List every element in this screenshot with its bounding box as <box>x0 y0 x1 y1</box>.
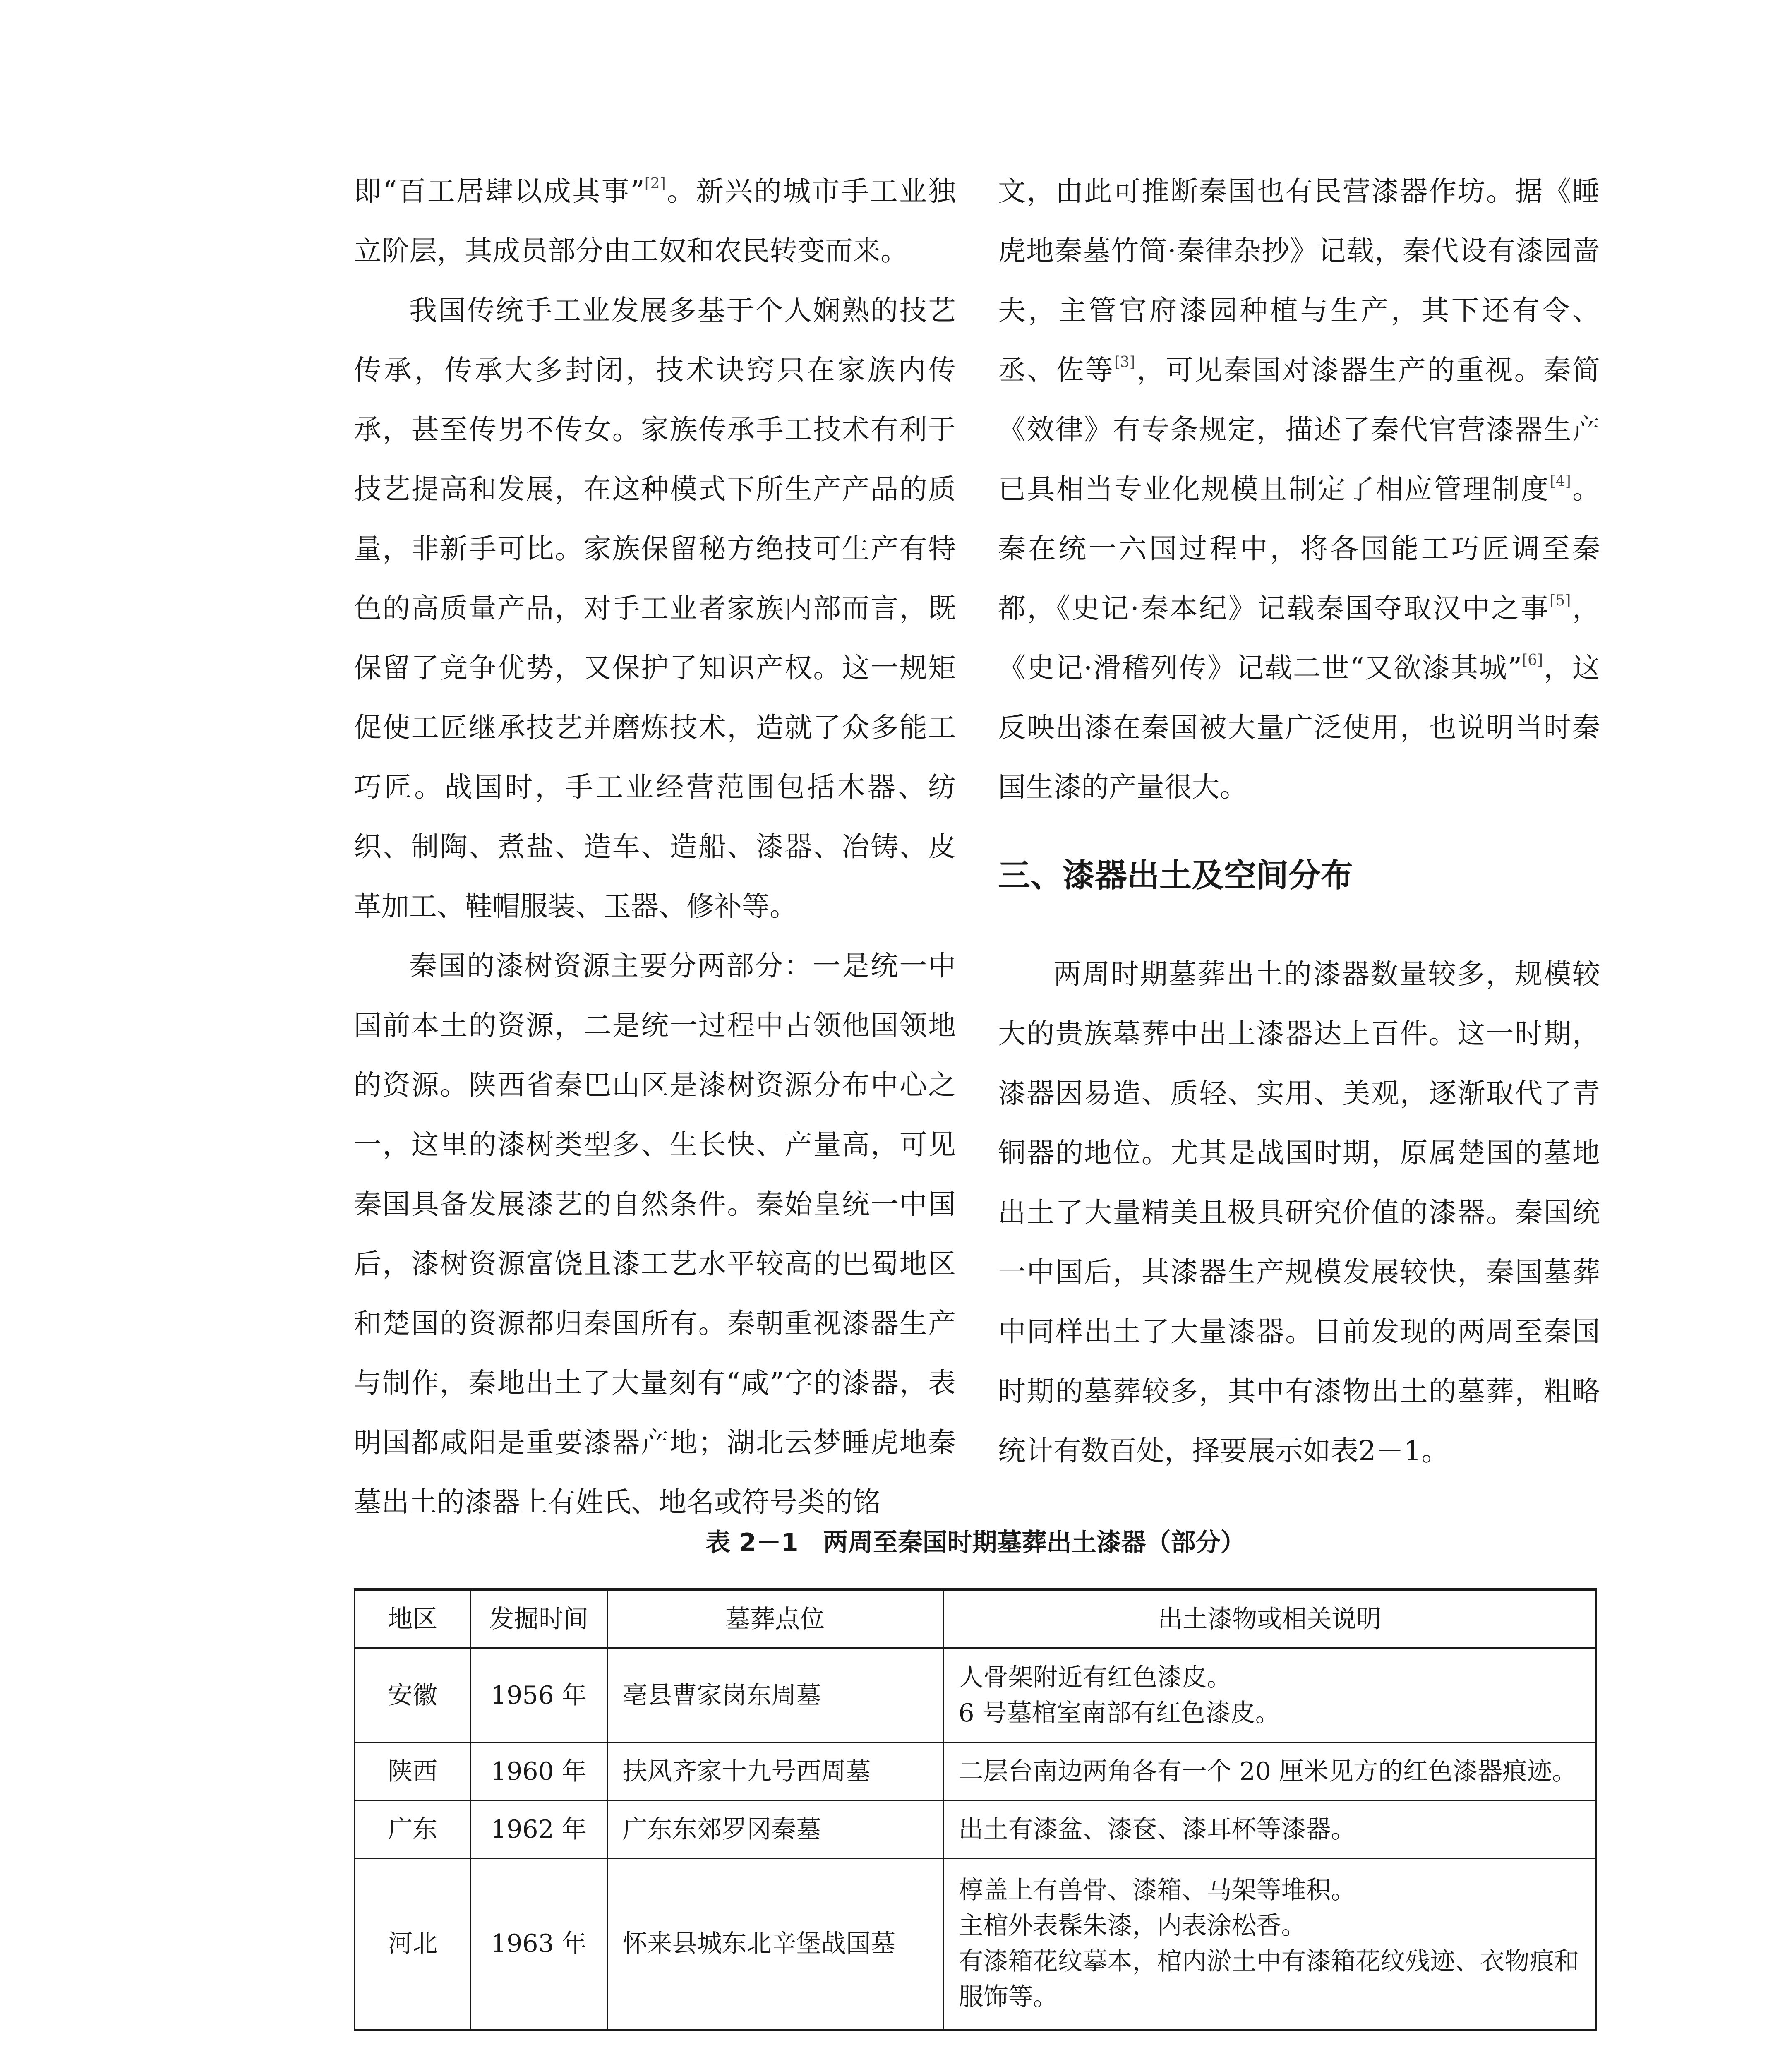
note-line: 二层台南边两角各有一个 20 厘米见方的红色漆器痕迹。 <box>958 1757 1577 1786</box>
footnote-ref: [4] <box>1550 473 1571 490</box>
column-header: 墓葬点位 <box>607 1589 943 1648</box>
paragraph: 文，由此可推断秦国也有民营漆器作坊。据《睡虎地秦墓竹简·秦律杂抄》记载，秦代设有漆园啬夫，主管官府漆园种植与生产，其下还有令、丞、佐等[3]，可见秦国对漆器生产的重视。秦简《效律》有专条规定，描述了秦代官营漆器生产已具相当专业化规模且制定了相应管理制度[4]。秦在统一六国过程中，将各国能工巧匠调至秦都，《史记·秦本纪》记载秦国夺取汉中之事[5]，《史记·滑稽列传》记载二世“又欲漆其城”[6]，这反映出漆在秦国被大量广泛使用，也说明当时秦国生漆的产量很大。 <box>998 175 1600 803</box>
site-cell: 广东东郊罗冈秦墓 <box>607 1800 943 1858</box>
site-cell: 怀来县城东北辛堡战国墓 <box>607 1858 943 2030</box>
column-header: 出土漆物或相关说明 <box>943 1589 1596 1648</box>
paragraph: 即“百工居肆以成其事”[2]。新兴的城市手工业独立阶层，其成员部分由工奴和农民转变而来。 <box>354 175 956 267</box>
table-row <box>355 1743 1596 1800</box>
paragraph: 秦国的漆树资源主要分两部分：一是统一中国前本土的资源，二是统一过程中占领他国领地的资源。陕西省秦巴山区是漆树资源分布中心之一，这里的漆树类型多、生长快、产量高，可见秦国具备发展漆艺的自然条件。秦始皇统一中国后，漆树资源富饶且漆工艺水平较高的巴蜀地区和楚国的资源都归秦国所有。秦朝重视漆器生产与制作，秦地出土了大量刻有“咸”字的漆器，表明国都咸阳是重要漆器产地；湖北云梦睡虎地秦墓出土的漆器上有姓氏、地名或符号类的铭 <box>354 950 956 1518</box>
site-cell: 扶风齐家十九号西周墓 <box>607 1743 943 1800</box>
left-text-column <box>354 161 956 1532</box>
footnote-ref: [5] <box>1550 592 1571 609</box>
note-line: 有漆箱花纹摹本，棺内淤土中有漆箱花纹残迹、衣物痕和服饰等。 <box>958 1947 1579 2012</box>
tomb-lacquer-table <box>354 1588 1597 2031</box>
notes-cell <box>943 1743 1596 1800</box>
note-line: 椁盖上有兽骨、漆箱、马架等堆积。 <box>958 1876 1356 1905</box>
region-cell: 广东 <box>355 1800 470 1858</box>
notes-cell <box>943 1858 1596 2030</box>
table-header-row <box>355 1589 1596 1648</box>
table-row <box>355 1858 1596 2030</box>
footnote-ref: [3] <box>1114 354 1135 371</box>
footnote-ref: [6] <box>1522 652 1543 669</box>
region-cell: 安徽 <box>355 1648 470 1743</box>
table-row <box>355 1648 1596 1743</box>
right-text-column <box>998 161 1600 1481</box>
year-cell: 1956 年 <box>470 1648 607 1743</box>
note-line: 6 号墓棺室南部有红色漆皮。 <box>958 1698 1280 1728</box>
year-cell: 1960 年 <box>470 1743 607 1800</box>
year-cell: 1963 年 <box>470 1858 607 2030</box>
column-header: 地区 <box>355 1589 470 1648</box>
note-line: 出土有漆盆、漆奁、漆耳杯等漆器。 <box>958 1815 1356 1844</box>
note-line: 人骨架附近有红色漆皮。 <box>958 1663 1232 1692</box>
footnote-ref: [2] <box>644 175 666 192</box>
table-row <box>355 1800 1596 1858</box>
paragraph: 我国传统手工业发展多基于个人娴熟的技艺传承，传承大多封闭，技术诀窍只在家族内传承，甚至传男不传女。家族传承手工技术有利于技艺提高和发展，在这种模式下所生产产品的质量，非新手可比。家族保留秘方绝技可生产有特色的高质量产品，对手工业者家族内部而言，既保留了竞争优势，又保护了知识产权。这一规矩促使工匠继承技艺并磨炼技术，造就了众多能工巧匠。战国时，手工业经营范围包括木器、纺织、制陶、煮盐、造车、造船、漆器、冶铸、皮革加工、鞋帽服装、玉器、修补等。 <box>354 294 956 922</box>
table-caption: 表 2－1 两周至秦国时期墓葬出土漆器（部分） <box>705 1528 1245 1557</box>
notes-cell <box>943 1648 1596 1743</box>
section-heading: 三、漆器出土及空间分布 <box>998 857 1353 894</box>
site-cell: 亳县曹家岗东周墓 <box>607 1648 943 1743</box>
year-cell: 1962 年 <box>470 1800 607 1858</box>
region-cell: 陕西 <box>355 1743 470 1800</box>
region-cell: 河北 <box>355 1858 470 2030</box>
column-header: 发掘时间 <box>470 1589 607 1648</box>
note-line: 主棺外表髹朱漆，内表涂松香。 <box>958 1911 1306 1941</box>
notes-cell <box>943 1800 1596 1858</box>
paragraph: 两周时期墓葬出土的漆器数量较多，规模较大的贵族墓葬中出土漆器达上百件。这一时期，漆器因易造、质轻、实用、美观，逐渐取代了青铜器的地位。尤其是战国时期，原属楚国的墓地出土了大量精美且极具研究价值的漆器。秦国统一中国后，其漆器生产规模发展较快，秦国墓葬中同样出土了大量漆器。目前发现的两周至秦国时期的墓葬较多，其中有漆物出土的墓葬，粗略统计有数百处，择要展示如表2－1。 <box>998 958 1600 1467</box>
